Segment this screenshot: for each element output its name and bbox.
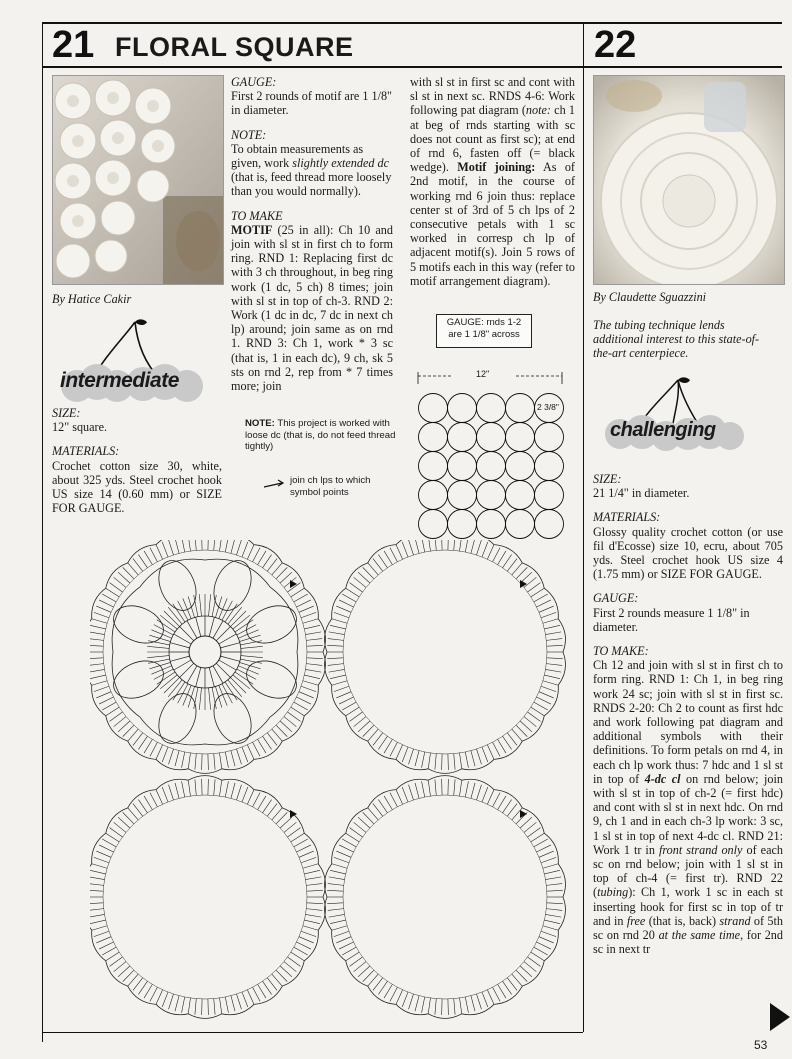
header-top-rule [42,22,782,24]
difficulty-intermediate: intermediate [60,369,179,392]
project22-intro [593,318,763,361]
note-text-em: slightly extended dc [292,156,390,171]
col3-text-a: with sl st in first sc and cont with sl st in next sc. RNDS 4-6: Work following pat diagram ( [410,75,575,118]
gauge-box-line1: GAUGE: rnds 1-2 [446,317,522,328]
p22-tomake-text [593,658,783,956]
joining-bold: Motif joining: [457,160,536,175]
continue-arrow-icon [770,1003,790,1031]
motif-arrangement-diagram [412,366,572,542]
crochet-pattern-diagram [90,540,570,1030]
join-arrow-icon [262,479,286,493]
size-text: 12" square. [52,420,108,435]
floral-square-photo-art [53,76,223,284]
tm-3-em: tubing [597,885,629,900]
joining-text: As of 2nd motif, in the course of working rnd 6 join thus: replace center st of 3rd of 5 ch lps of 2 consecutive petals with 1 sc worked in corresp ch lp of adjacent motif(s). Join 5 rows of 5 motifs each in this way (refer to motif arrangement diagram). [410,160,575,288]
p22-gauge-text: First 2 rounds measure 1 1/8" in diameter. [593,605,750,634]
tm-4-em: free [626,913,646,928]
tm-6-em: at the same time [658,928,741,943]
gauge-box-line2: are 1 1/8" across [448,329,520,340]
col3-text-b: ch 1 at beg of rnds starting with sc does not count as first sc); at end of rnd 6, fasten off (= black wedge). [410,103,575,175]
tm-5-em: strand [719,913,751,928]
tm-1-boldem: 4-dc cl [644,771,681,786]
project-number-22: 22 [594,24,637,66]
p22-size-text: 21 1/4" in diameter. [593,486,690,501]
pattern-chart [90,540,570,1030]
join-legend [262,475,402,505]
p22-materials-label: MATERIALS: [593,510,661,525]
centerpiece-photo-art [594,76,784,284]
materials-label: MATERIALS: [52,444,120,459]
size-label: SIZE: [52,406,81,420]
motif-body: (25 in all): Ch 10 and join with sl st in first ch to form ring. RND 1: Replacing first dc with 3 ch throughout, in beg ring work (1 dc, 5 ch) 8 times; join with sl st in top of ch-3. RND 2: Work (1 dc in dc, 7 dc in next ch lp) around; join same as on rnd 1. RND 3: Ch 1, work * 3 sc (that is, 1 in each dc), 9 ch, sk 5 sts on rnd 2, rep from * 7 times more; join [231,222,393,394]
p22-gauge-label: GAUGE: [593,591,639,606]
arrangement-circle-label: 2 3/8" [537,402,559,412]
col3-text [410,75,575,288]
challenging-badge [600,376,750,456]
p22-size-label: SIZE: [593,472,622,486]
page-number: 53 [754,1038,768,1052]
tm-4: ): Ch 1, work 1 sc in each st inserting hook for first sc in top of tr and in [593,885,783,928]
tm-5: (that is, back) [645,913,720,928]
note-box-text: This project is worked with loose dc (that is, do not feed thread tightly) [245,418,396,452]
tm-2-em: front strand only [658,842,743,857]
project21-instructions [231,75,393,393]
gauge-text: First 2 rounds of motif are 1 1/8" in diameter. [231,89,393,118]
project21-credit [52,292,222,306]
tm-3: of each sc on rnd below; join with 1 sl st in top of ch-4 (= first tr). RND 22 ( [593,842,783,900]
project-number-21: 21 [52,24,95,66]
project21-instructions-cont [410,75,575,288]
motif-bold: MOTIF [231,222,273,237]
gauge-box [436,314,532,348]
tm-6: of 5th sc on rnd 20 [593,913,784,943]
note-text-b: (that is, feed thread more loosely than you would normally). [231,170,392,199]
gauge-label: GAUGE: [231,75,277,89]
tm-7: , for 2nd sc in next tr [593,928,783,957]
column-divider [583,22,584,1032]
page-title: FLORAL SQUARE [115,32,354,62]
arrangement-grid [412,366,572,542]
cherries-icon [600,376,750,456]
note-text [231,142,393,199]
p22-tomake-label: TO MAKE: [593,644,649,659]
note-text-a: To obtain measurements as given, work [231,141,364,171]
centerpiece-photo [593,75,785,285]
loose-dc-note [245,418,403,453]
tm-1: Ch 12 and join with sl st in first ch to form ring. RND 1: Ch 1, in beg ring work 24 sc; join with sl st in first sc. RNDS 2-20: Ch 2 to count as first hdc and work following pat diagram and additional symbols with their definitions. To form petals on rnd 4, in each ch lp work thus: 7 hdc and 1 sl st in top of [593,658,783,786]
bottom-rule [42,1032,583,1033]
floral-square-photo [52,75,224,285]
tomake-label: TO MAKE [231,208,283,223]
project22-instructions [593,472,783,957]
header-bottom-rule [42,66,782,68]
tm-2: on rnd below; join with sl st in top of ch-2 (= first hdc) and cont with sl st in next hdc. On rnd 9, ch 1 and in each ch-3 lp work: 3 sc, 1 sl st in top of next 4-dc cl. RND 21: Work 1 tr in [593,771,783,857]
materials-text: Crochet cotton size 30, white, about 325 yds. Steel crochet hook US size 14 (0.60 mm) or SIZE FOR GAUGE. [52,458,222,516]
project21-specs [52,406,222,515]
difficulty-challenging: challenging [610,419,716,441]
project22-credit-text: By Claudette Sguazzini [593,290,707,304]
project22-credit [593,290,783,304]
motif-text [231,223,393,393]
join-legend-text: join ch lps to which symbol points [290,475,371,498]
project21-credit-text: By Hatice Cakir [52,292,132,306]
project22-intro-text: The tubing technique lends additional interest to this state-of-the-art centerpiece. [593,318,760,361]
col3-note-em: note: [525,103,551,118]
left-margin-rule [42,22,43,1042]
arrangement-width-label: 12" [476,369,490,379]
intermediate-badge [55,316,215,406]
note-label: NOTE: [231,127,267,142]
note-box-bold: NOTE: [245,418,275,429]
p22-materials-text: Glossy quality crochet cotton (or use fil d'Ecosse) size 10, ecru, about 705 yds. Steel crochet hook US size 4 (1.75 mm) or SIZE FOR GAUGE. [593,524,783,582]
